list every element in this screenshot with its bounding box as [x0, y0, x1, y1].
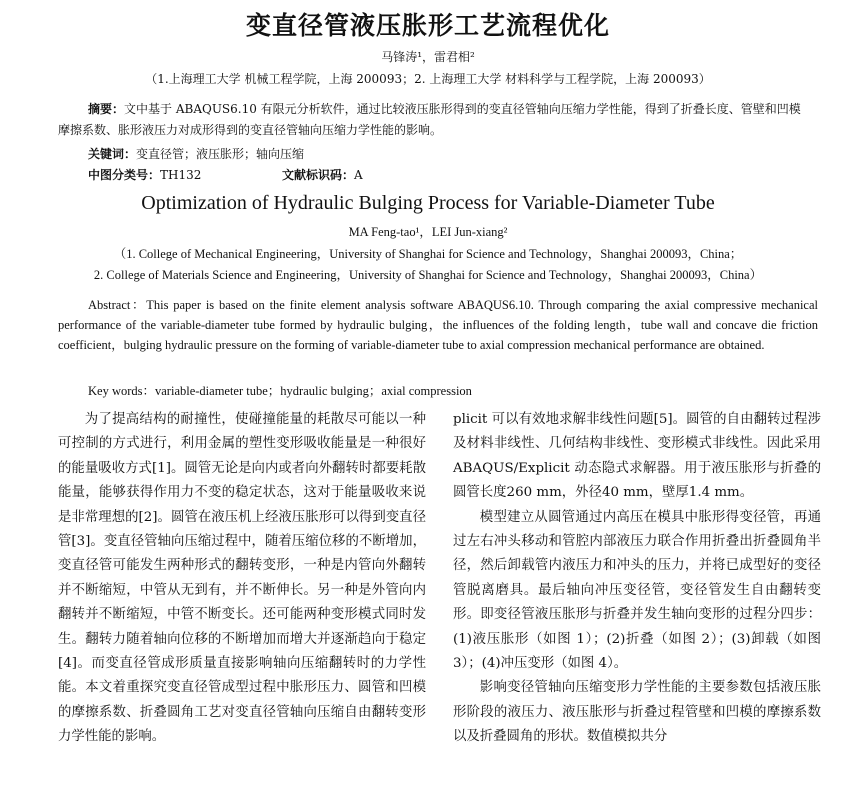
- doc-code-value: A: [354, 168, 363, 182]
- body-paragraph: 为了提高结构的耐撞性，使碰撞能量的耗散尽可能以一种可控制的方式进行，利用金属的塑性变形吸收能量是一种很好的能量吸收方式[1]。圆管无论是向内或者向外翻转时都要耗散能量，能够获得作用力不变的稳定状态，这对于能量吸收来说是非常理想的[2]。圆管在液压机上经液压胀形可以得到变直径管[3]。变直径管轴向压缩过程中，随着压缩位移的不断增加，变直径管可能发生两种形式的翻转变形，一种是内管向外翻转并不断缩短，中管从无到有，并不断伸长。另一种是外管向内翻转并不断缩短，中管不断变长。还可能两种变形模式同时发生。翻转力随着轴向位移的不断增加而增大并逐渐趋向于稳定[4]。而变直径管成形质量直接影响轴向压缩翻转时的力学性能。本文着重探究变直径管成型过程中胀形压力、圆管和凹模的摩擦系数、折叠圆角工艺对变直径管轴向压缩自由翻转变形力学性能的影响。: [58, 412, 426, 745]
- body-paragraph: 影响变径管轴向压缩变形力学性能的主要参数包括液压胀形阶段的液压力、液压胀形与折叠过程管壁和凹模的摩擦系数以及折叠圆角的形状。数值模拟共分: [453, 680, 821, 745]
- clc-label: 中图分类号：: [88, 168, 161, 182]
- authors-en: MA Feng-tao¹，LEI Jun-xiang²: [348, 225, 508, 239]
- abstract-cn: [58, 99, 808, 141]
- doc-code-label: 文献标识码：: [282, 168, 355, 182]
- clc-number: [88, 166, 201, 183]
- affiliation-en-1: （1. College of Mechanical Engineering，University of Shanghai for Science and Technology，Shanghai 200093，China；: [113, 247, 743, 261]
- abstract-cn-label: 摘要：: [88, 102, 125, 116]
- body-paragraph: 模型建立从圆管通过内高压在模具中胀形得变径管，再通过左右冲头移动和管腔内部液压力联合作用折叠出折叠圆角半径，然后卸载管内液压力和冲头的压力，并将已成型好的变径管脱离磨具。最后轴向冲压变径管，变径管发生自由翻转变形。即变径管液压胀形与折叠并发生轴向变形的过程分四步：(1)液压胀形（如图 1）；(2)折叠（如图 2）；(3)卸载（如图 3）；(4)冲压变形（如图 4）。: [453, 509, 821, 672]
- affiliation-cn: （1.上海理工大学 机械工程学院，上海 200093；2. 上海理工大学 材料科学与工程学院，上海 200093）: [145, 72, 711, 86]
- authors-cn: 马锋涛¹，雷君相²: [381, 50, 475, 64]
- affiliation-en-2: 2. College of Materials Science and Engineering，University of Shanghai for Science and Technology，Shanghai 200093，China）: [93, 268, 763, 282]
- keywords-en: Key words：variable-diameter tube；hydraulic bulging；axial compression: [88, 384, 472, 398]
- abstract-cn-text: 文中基于 ABAQUS6.10 有限元分析软件，通过比较液压胀形得到的变直径管轴向压缩力学性能，得到了折叠长度、管壁和凹模摩擦系数、胀形液压力对成形得到的变直径管轴向压缩力学性能的影响。: [58, 102, 801, 137]
- keywords-cn-text: 变直径管；液压胀形；轴向压缩: [136, 147, 305, 161]
- body-right-column: [453, 408, 821, 750]
- clc-value: TH132: [160, 168, 202, 182]
- paper-title-cn: 变直径管液压胀形工艺流程优化: [245, 11, 610, 40]
- keywords-cn: [88, 145, 304, 162]
- keywords-cn-label: 关键词：: [88, 147, 137, 161]
- body-left-column: [58, 408, 426, 750]
- abstract-en: [58, 295, 818, 355]
- abstract-en-text: Abstract：This paper is based on the finite element analysis software ABAQUS6.10. Through comparing the axial compressive mechanical performance of the variable-diameter tube formed by hydraulic bulging，the influences of the folding length，tube wall and concave die friction coefficient，bulging hydraulic pressure on the forming of variable-diameter tube to axial compression mechanical performance are obtained.: [58, 298, 818, 352]
- document-code: [282, 166, 363, 183]
- paper-title-en: Optimization of Hydraulic Bulging Process for Variable-Diameter Tube: [141, 192, 715, 214]
- body-paragraph: plicit 可以有效地求解非线性问题[5]。圆管的自由翻转过程涉及材料非线性、几何结构非线性、变形模式非线性。因此采用 ABAQUS/Explicit 动态隐式求解器。用于液压胀形与折叠的圆管长度260 mm，外径40 mm，壁厚1.4 mm。: [453, 412, 821, 501]
